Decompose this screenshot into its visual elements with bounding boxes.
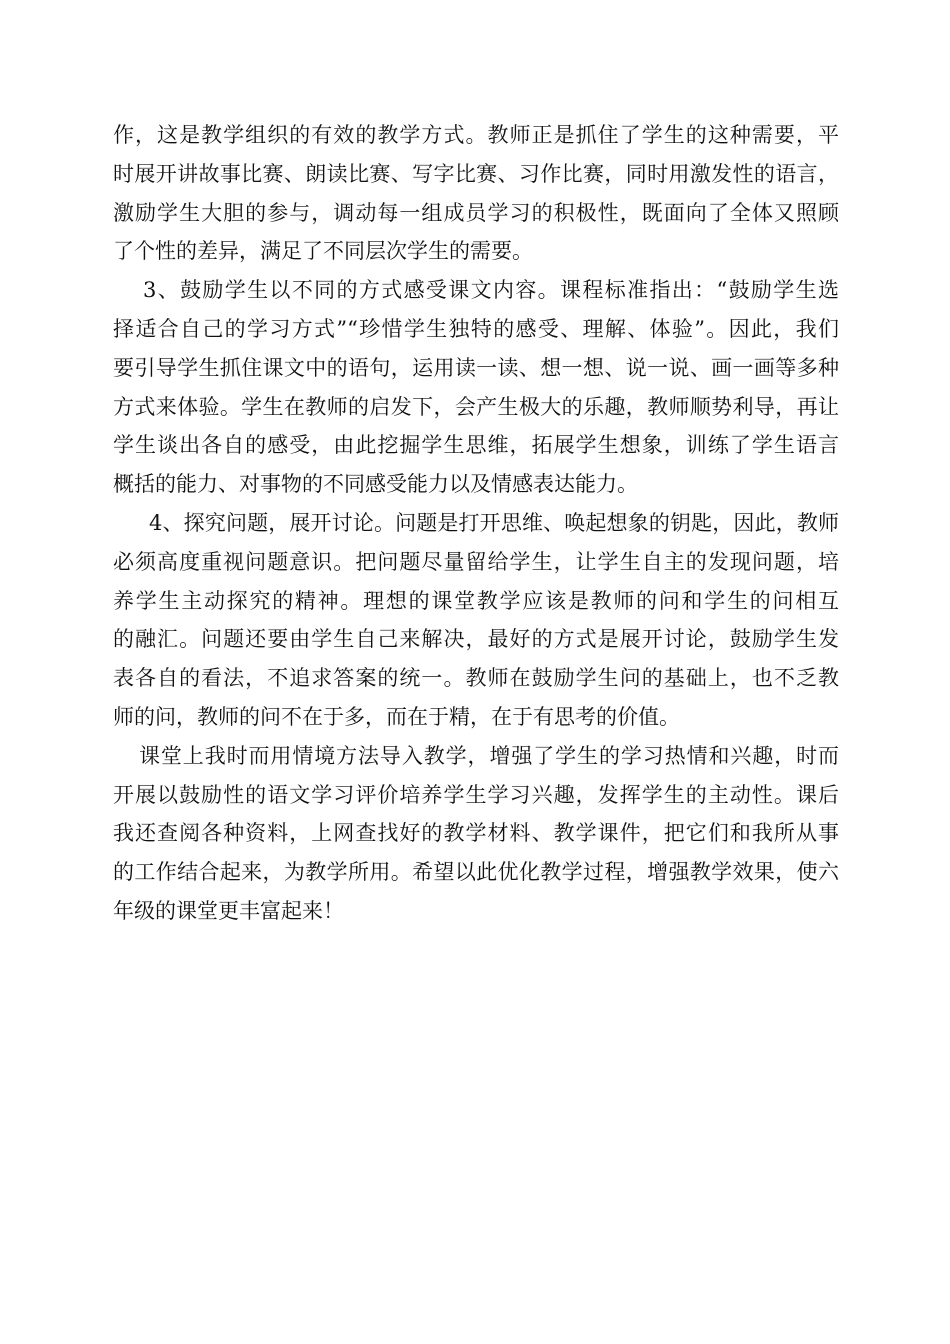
- document-body: [113, 116, 839, 931]
- text-line: 的工作结合起来，为教学所用。希望以此优化教学过程，增强教学效果，使六: [113, 860, 839, 885]
- text-line: 开展以鼓励性的语文学习评价培养学生学习兴趣，发挥学生的主动性。课后: [113, 782, 839, 807]
- text-line: 4、探究问题，展开讨论。问题是打开思维、唤起想象的钥匙，因此，教师: [149, 510, 839, 535]
- text-line: 我还查阅各种资料，上网查找好的教学材料、教学课件，把它们和我所从事: [113, 821, 839, 846]
- text-line: 年级的课堂更丰富起来！: [113, 898, 344, 923]
- text-line: 3、鼓励学生以不同的方式感受课文内容。课程标准指出：“鼓励学生选: [143, 278, 839, 303]
- paragraph-conclusion: [113, 737, 839, 931]
- paragraph-4-inquiry-discussion: [113, 504, 839, 737]
- text-line: 课堂上我时而用情境方法导入教学，增强了学生的学习热情和兴趣，时而: [139, 743, 839, 768]
- text-line: 师的问，教师的问不在于多，而在于精，在于有思考的价值。: [113, 704, 680, 729]
- text-line: 的融汇。问题还要由学生自己来解决，最好的方式是展开讨论，鼓励学生发: [113, 627, 839, 652]
- text-line: 必须高度重视问题意识。把问题尽量留给学生，让学生自主的发现问题，培: [113, 549, 839, 574]
- paragraph-continuation: [113, 116, 839, 271]
- text-line: 概括的能力、对事物的不同感受能力以及情感表达能力。: [113, 472, 638, 497]
- paragraph-3-reading-methods: [113, 271, 839, 504]
- text-line: 表各自的看法，不追求答案的统一。教师在鼓励学生问的基础上，也不乏教: [113, 666, 839, 691]
- text-line: 要引导学生抓住课文中的语句，运用读一读、想一想、说一说、画一画等多种: [113, 355, 839, 380]
- text-line: 学生谈出各自的感受，由此挖掘学生思维，拓展学生想象，训练了学生语言: [113, 433, 839, 458]
- text-line: 时展开讲故事比赛、朗读比赛、写字比赛、习作比赛，同时用激发性的语言，: [113, 161, 839, 186]
- text-line: 激励学生大胆的参与，调动每一组成员学习的积极性，既面向了全体又照顾: [113, 200, 839, 225]
- text-line: 择适合自己的学习方式”“珍惜学生独特的感受、理解、体验”。因此，我们: [113, 316, 839, 341]
- text-line: 了个性的差异，满足了不同层次学生的需要。: [113, 239, 533, 264]
- text-line: 作，这是教学组织的有效的教学方式。教师正是抓住了学生的这种需要，平: [113, 123, 839, 147]
- text-line: 方式来体验。学生在教师的启发下，会产生极大的乐趣，教师顺势利导，再让: [113, 394, 839, 419]
- text-line: 养学生主动探究的精神。理想的课堂教学应该是教师的问和学生的问相互: [113, 588, 839, 613]
